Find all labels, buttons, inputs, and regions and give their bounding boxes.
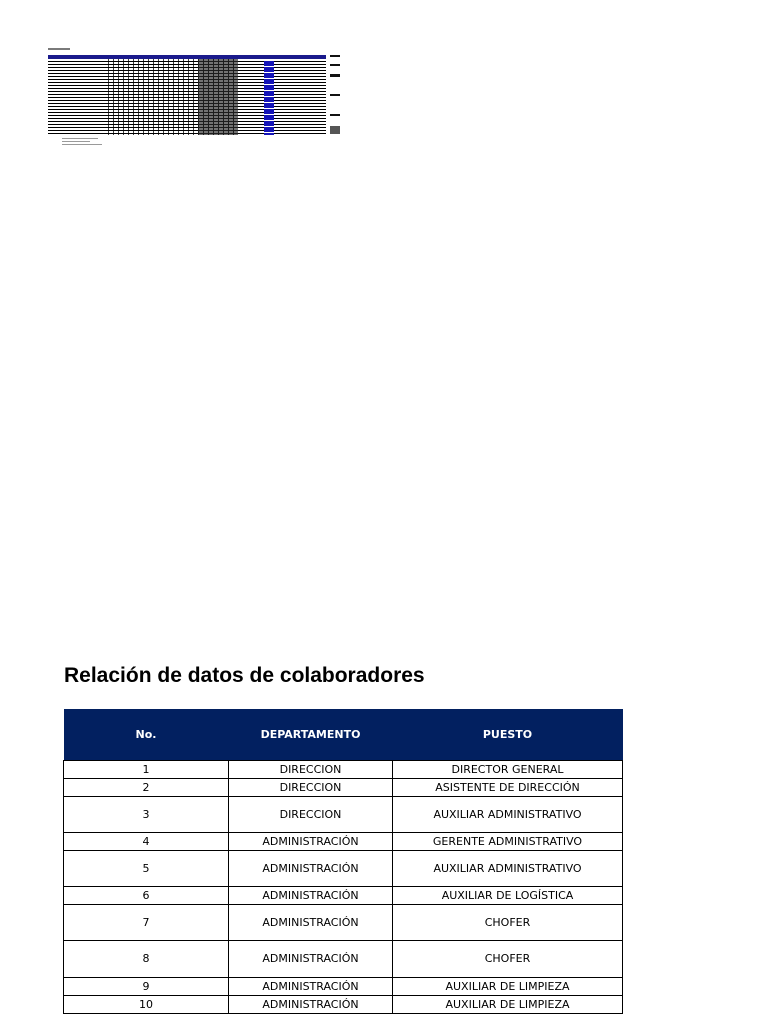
table-row <box>64 978 623 996</box>
thumbnail-side-mark <box>330 64 340 66</box>
cell-puesto: AUXILIAR ADMINISTRATIVO <box>393 797 623 833</box>
table-header-row <box>64 709 623 761</box>
cell-no: 10 <box>64 996 229 1014</box>
cell-no: 5 <box>64 851 229 887</box>
thumbnail-highlight-column <box>264 61 274 135</box>
table-row <box>64 887 623 905</box>
thumbnail-dense-block <box>198 59 238 135</box>
cell-no: 3 <box>64 797 229 833</box>
thumbnail-side-mark <box>330 114 340 116</box>
thumbnail-side-mark <box>330 74 340 77</box>
spreadsheet-thumbnail <box>48 52 340 148</box>
thumbnail-sheet-grid <box>48 55 326 135</box>
table-row <box>64 797 623 833</box>
cell-departamento: ADMINISTRACIÓN <box>229 941 393 978</box>
column-header-no: No. <box>64 709 229 761</box>
cell-departamento: DIRECCION <box>229 797 393 833</box>
column-header-departamento: DEPARTAMENTO <box>229 709 393 761</box>
thumbnail-side-mark <box>330 126 340 134</box>
table-row <box>64 905 623 941</box>
cell-no: 7 <box>64 905 229 941</box>
thumbnail-side-mark <box>330 94 340 96</box>
staff-table <box>63 709 623 1014</box>
table-row <box>64 833 623 851</box>
cell-departamento: ADMINISTRACIÓN <box>229 978 393 996</box>
table-row <box>64 779 623 797</box>
cell-puesto: CHOFER <box>393 941 623 978</box>
page-title: Relación de datos de colaboradores <box>64 664 425 687</box>
cell-no: 6 <box>64 887 229 905</box>
thumbnail-footer-line <box>62 144 102 145</box>
cell-no: 4 <box>64 833 229 851</box>
cell-no: 1 <box>64 761 229 779</box>
cell-departamento: ADMINISTRACIÓN <box>229 833 393 851</box>
cell-no: 8 <box>64 941 229 978</box>
cell-departamento: ADMINISTRACIÓN <box>229 851 393 887</box>
table-row <box>64 941 623 978</box>
column-header-puesto: PUESTO <box>393 709 623 761</box>
cell-no: 2 <box>64 779 229 797</box>
table-row <box>64 761 623 779</box>
thumbnail-caption-line <box>48 48 70 50</box>
table-header <box>64 709 623 761</box>
cell-puesto: AUXILIAR DE LIMPIEZA <box>393 996 623 1014</box>
table-row <box>64 851 623 887</box>
table-row <box>64 996 623 1014</box>
thumbnail-footer-line <box>62 141 90 142</box>
cell-puesto: ASISTENTE DE DIRECCIÓN <box>393 779 623 797</box>
cell-puesto: DIRECTOR GENERAL <box>393 761 623 779</box>
cell-puesto: AUXILIAR DE LIMPIEZA <box>393 978 623 996</box>
cell-puesto: AUXILIAR ADMINISTRATIVO <box>393 851 623 887</box>
cell-departamento: DIRECCION <box>229 761 393 779</box>
cell-departamento: DIRECCION <box>229 779 393 797</box>
cell-puesto: CHOFER <box>393 905 623 941</box>
thumbnail-side-mark <box>330 55 340 57</box>
cell-departamento: ADMINISTRACIÓN <box>229 996 393 1014</box>
cell-no: 9 <box>64 978 229 996</box>
thumbnail-footer-line <box>62 138 98 139</box>
cell-puesto: GERENTE ADMINISTRATIVO <box>393 833 623 851</box>
cell-departamento: ADMINISTRACIÓN <box>229 887 393 905</box>
cell-puesto: AUXILIAR DE LOGÍSTICA <box>393 887 623 905</box>
table-body <box>64 761 623 1014</box>
cell-departamento: ADMINISTRACIÓN <box>229 905 393 941</box>
